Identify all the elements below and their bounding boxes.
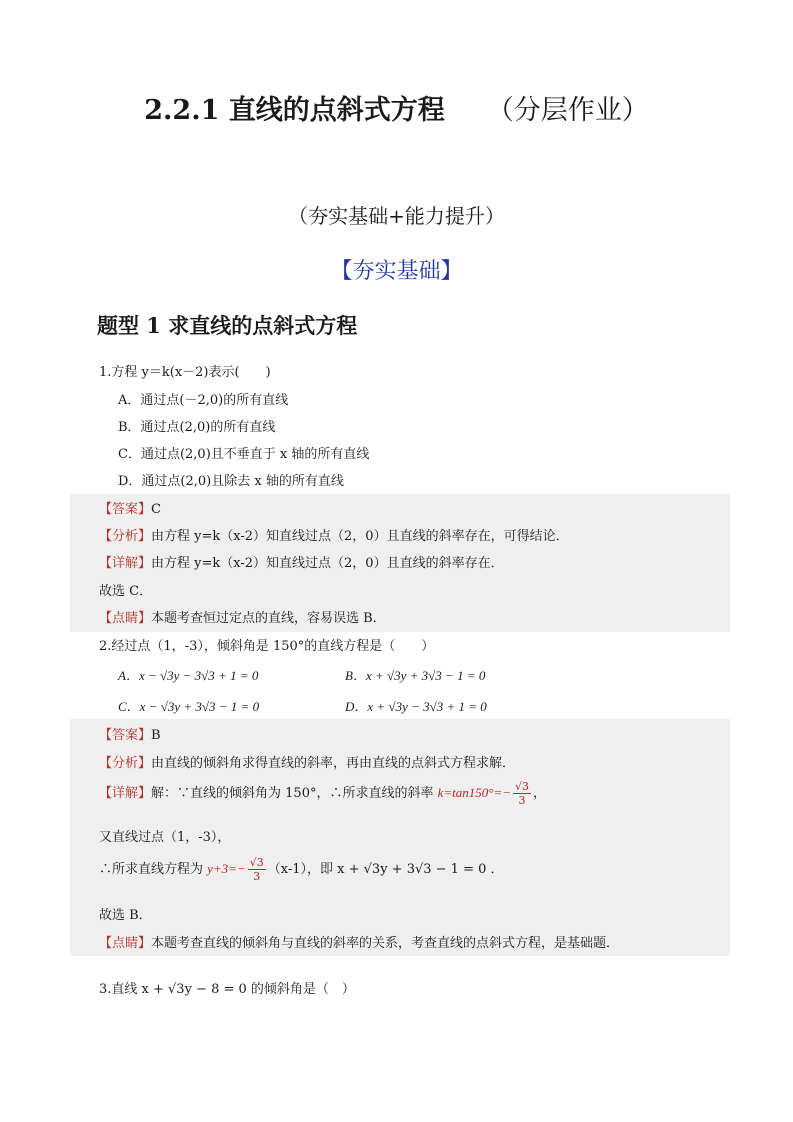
- q2-answer: [99, 724, 161, 743]
- title-suffix: （分层作业）: [486, 95, 649, 126]
- q2-stem: 2.经过点（1，-3），倾斜角是 150°的直线方程是（ ）: [99, 639, 435, 654]
- question-type-heading: 题型 1 求直线的点斜式方程: [97, 313, 358, 338]
- line3-suffix: （x-1），即 x + √3y + 3√3 − 1 = 0 ．: [267, 862, 504, 877]
- fraction-numerator: √3: [515, 780, 530, 793]
- q1-detail: [99, 552, 504, 571]
- q1-answer: [99, 498, 161, 517]
- q1-option-d: D．通过点(2,0)且除去 x 轴的所有直线: [118, 474, 344, 489]
- comment-text: 本题考查恒过定点的直线，容易误选 B．: [151, 611, 386, 626]
- analysis-tag: 【分析】: [99, 529, 152, 544]
- q1-option-a: A．通过点(－2,0)的所有直线: [118, 393, 289, 408]
- q1-option-c: C．通过点(2,0)且不垂直于 x 轴的所有直线: [118, 447, 370, 462]
- sqrt3-over-3-fraction: [513, 780, 531, 807]
- detail-tag: 【详解】: [99, 786, 152, 801]
- title-main: 2.2.1 直线的点斜式方程: [144, 95, 445, 126]
- q2-option-c: C．x − √3y + 3√3 − 1 = 0: [118, 699, 260, 714]
- fraction-denominator: 3: [253, 870, 261, 883]
- q2-conclusion: 故选 B．: [99, 908, 152, 923]
- q1-stem: 1.方程 y＝k(x－2)表示( ): [99, 365, 271, 380]
- comment-tag: 【点睛】: [99, 611, 152, 626]
- slope-expression: k=tan150°=−: [437, 785, 511, 800]
- q2-line2: 又直线过点（1，-3），: [99, 830, 231, 845]
- q2-detail: [99, 780, 546, 807]
- answer-value: B: [151, 728, 161, 743]
- analysis-tag: 【分析】: [99, 756, 152, 771]
- detail-text: 由方程 y=k（x-2）知直线过点（2，0）且直线的斜率存在．: [151, 556, 504, 571]
- comment-text: 本题考查直线的倾斜角与直线的斜率的关系，考查直线的点斜式方程，是基础题．: [151, 936, 620, 951]
- detail-tag: 【详解】: [99, 556, 152, 571]
- q1-comment: [99, 607, 386, 626]
- answer-tag: 【答案】: [99, 502, 152, 517]
- line3-prefix: ∴所求直线方程为: [99, 862, 208, 877]
- answer-value: C: [151, 502, 161, 517]
- q3-stem: 3.直线 x + √3y − 8 = 0 的倾斜角是（ ）: [99, 982, 355, 997]
- q2-line3: [99, 856, 504, 883]
- subtitle: （夯实基础+能力提升）: [288, 204, 505, 228]
- q2-comment: [99, 932, 619, 951]
- answer-tag: 【答案】: [99, 728, 152, 743]
- detail-end: ，: [533, 786, 547, 801]
- detail-text: 解：∵直线的倾斜角为 150°，∴所求直线的斜率: [151, 786, 438, 801]
- analysis-text: 由直线的倾斜角求得直线的斜率，再由直线的点斜式方程求解．: [151, 756, 516, 771]
- fraction-numerator: √3: [249, 856, 264, 869]
- analysis-text: 由方程 y=k（x-2）知直线过点（2，0）且直线的斜率存在，可得结论．: [151, 529, 569, 544]
- q1-conclusion: 故选 C．: [99, 584, 153, 599]
- page-title: [0, 88, 793, 127]
- q2-option-a: A．x − √3y − 3√3 + 1 = 0: [118, 668, 259, 683]
- sqrt3-over-3-fraction-2: [248, 856, 266, 883]
- q1-analysis: [99, 525, 569, 544]
- q2-analysis: [99, 752, 515, 771]
- q1-option-b: B．通过点(2,0)的所有直线: [118, 420, 276, 435]
- fraction-denominator: 3: [518, 794, 526, 807]
- section-heading: 【夯实基础】: [330, 259, 463, 284]
- comment-tag: 【点睛】: [99, 936, 152, 951]
- line3-equation: y+3=−: [207, 861, 246, 876]
- q2-option-b: B．x + √3y + 3√3 − 1 = 0: [345, 668, 486, 683]
- q2-option-d: D．x + √3y − 3√3 + 1 = 0: [345, 699, 487, 714]
